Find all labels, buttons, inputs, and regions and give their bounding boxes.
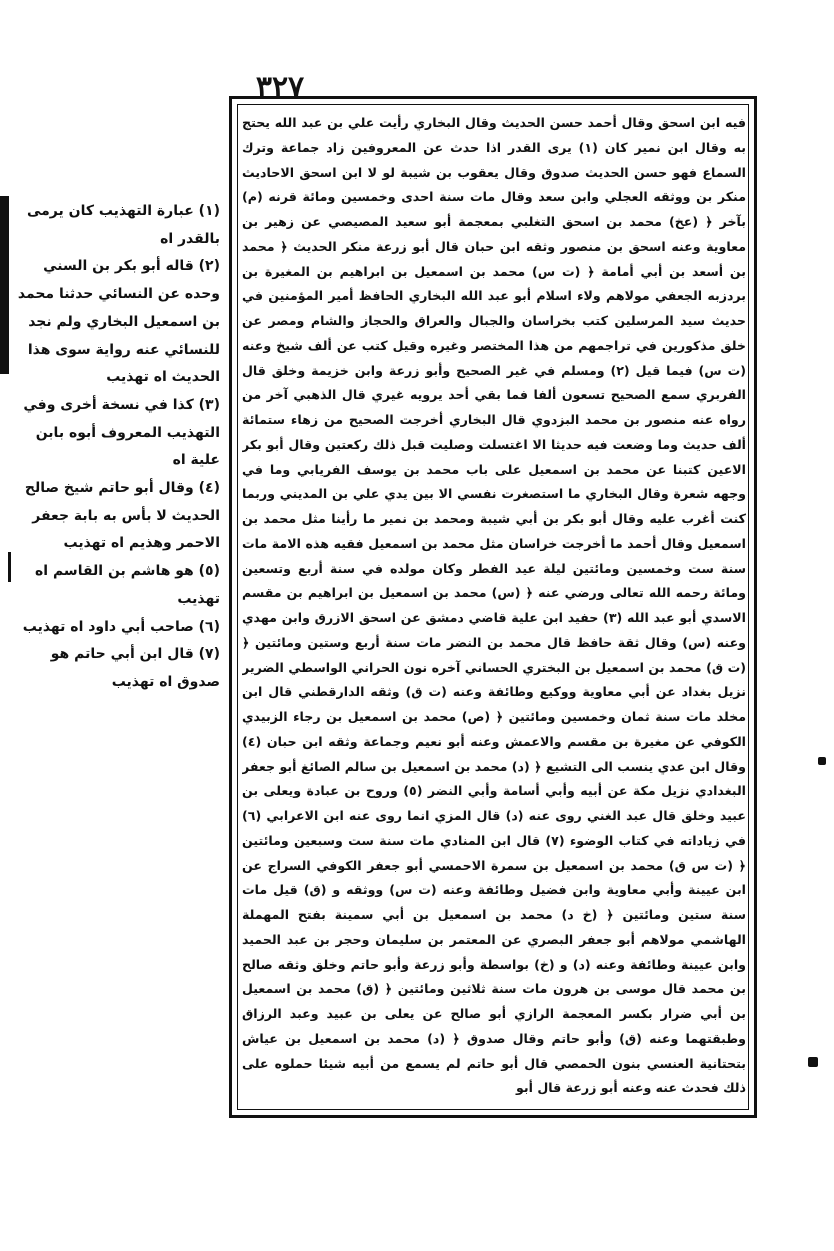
note-3: (٣) كذا في نسخة أخرى وفي التهذيب المعروف أبوه بابن علية اه (23, 396, 220, 469)
scan-edge-mark (0, 196, 9, 374)
margin-notes (5, 198, 220, 697)
note-2: (٢) قاله أبو بكر بن السني وحده عن النسائي حدثنا محمد بن اسمعيل البخاري ولم نجد للنسائي عنه رواية سوى هذا الحديث اه تهذيب (17, 258, 220, 386)
main-text: فيه ابن اسحق وقال أحمد حسن الحديث وقال البخاري رأيت علي بن عبد الله يحتج به وقال ابن نمير كان (١) يرى القدر اذا حدث عن المعروفين زاد جماعة وترك السماع فهو حسن الحديث صدوق وقال يعقوب بن شيبة لو لا ابن اسحق الاحاديث منكر بن ووثقه العجلي وابن سعد وقال مات سنة احدى وخمسين ومائة قرنه (م) بآخر ﴿ (عخ) محمد بن اسحق التغلبي بمعجمة أبو سعيد المصيصي عن زهير بن معاوية وعنه اسحق بن منصور وثقه ابن حبان قال أبو زرعة منكر الحديث ﴿ محمد بن أسعد بن أبي أمامة ﴿ (ت س) محمد بن اسمعيل بن ابراهيم بن المغيرة بن بردزبه الجعفي مولاهم ولاء اسلام أبو عبد الله البخاري الحافظ أمير المؤمنين في حديث سيد المرسلين كتب بخراسان والجبال والعراق والحجاز والشام ومصر عن خلق مذكورين في تراجمهم من هذا المختصر وغيره وقيل كتب عن ألف شيخ وعنه (ت س) فيما قيل (٢) ومسلم في غير الصحيح وأبو زرعة وابن خزيمة وخلق قال الفربري سمع الصحيح تسعون ألفا فما بقي أحد يرويه غيري قال الذهبي آخر من رواه عنه منصور بن محمد البزدوي قال البخاري أخرجت الصحيح من زهاء ستمائة ألف حديث وما وضعت فيه حديثا الا اغتسلت وصليت قبل ذلك ركعتين وقال أبو بكر الاعين كتبنا عن محمد بن اسمعيل على باب محمد بن يوسف الفريابي وما في وجهه شعرة وقال البخاري ما استصغرت نفسي الا بين يدي علي بن المديني وربما كنت أغرب عليه وقال أبو بكر بن أبي شيبة ومحمد بن نمير ما رأينا مثل محمد بن اسمعيل وقال أحمد ما أخرجت خراسان مثل محمد بن اسمعيل فقيه هذه الامة مات سنة ست وخمسين ومائتين ليلة عيد الفطر وكان مولده في سنة أربع وتسعين ومائة رحمه الله تعالى ورضي عنه ﴿ (س) محمد بن اسمعيل بن ابراهيم بن مقسم الاسدي أبو عبد الله (٣) حفيد ابن علية قاضي دمشق عن اسحق الازرق وابن مهدي وعنه (س) وقال ثقة حافظ قال محمد بن النضر مات سنة أربع وستين ومائتين ﴿ (ت ق) محمد بن اسمعيل بن البختري الحساني آخره نون الحراني الواسطي الضرير نزيل بغداد عن أبي معاوية ووكيع وطائفة وعنه (ت ق) وثقه الدارقطني قال ابن مخلد مات سنة ثمان وخمسين ومائتين ﴿ (ص) محمد بن اسمعيل بن رجاء الزبيدي الكوفي عن مغيرة بن مقسم والاعمش وعنه أبو نعيم وجماعة وثقه ابن حبان (٤) وقال ابن عدي ينسب الى التشيع ﴿ (د) محمد بن اسمعيل بن سالم الصائغ أبو جعفر البغدادي نزيل مكة عن أبيه وأبي أسامة وأبي النضر (٥) وروح بن عبادة ويعلى بن عبيد وخلق قال عبد الغني روى عنه (د) قال المزي انما روى عنه ابن الاعرابي (٦) في زياداته في كتاب الوضوء (٧) قال ابن المنادي مات سنة ست وسبعين ومائتين ﴿ (ت س ق) محمد بن اسمعيل بن سمرة الاحمسي أبو جعفر الكوفي السراج عن ابن عيينة وأبي معاوية وابن فضيل وطائفة وعنه (ت س) ووثقه و (ق) قيل مات سنة ستين ومائتين ﴿ (خ د) محمد بن اسمعيل بن أبي سمينة بفتح المهملة الهاشمي مولاهم أبو جعفر البصري عن المعتمر بن سليمان وحجر بن عبد الحميد وابن عيينة وطائفة وعنه (د) و (خ) بواسطة وأبو زرعة وأبو حاتم وخلق وثقه صالح بن محمد قال موسى بن هرون مات سنة ثلاثين ومائتين ﴿ (ق) محمد بن اسمعيل بن أبي ضرار بكسر المعجمة الرازي أبو صالح عن يعلى بن عبيد وعبد الرزاق وطبقتهما وعنه (ق) وأبو حاتم وقال صدوق ﴿ (د) محمد بن اسمعيل بن عياش بتحتانية العنسي بنون الحمصي قال أبو حاتم لم يسمع من أبيه شيئا حملوه على ذلك فحدث عنه وعنه أبو زرعة قال أبو (242, 115, 746, 1096)
note-4: (٤) وقال أبو حاتم شيخ صالح الحديث لا بأس به بابة جعفر الاحمر وهذيم اه تهذيب (24, 480, 220, 552)
page-number: ٣٢٧ (255, 70, 305, 105)
scan-edge-mark (8, 552, 11, 582)
scan-edge-mark (818, 757, 826, 765)
note-1: (١) عبارة التهذيب كان يرمى بالقدر اه (26, 203, 220, 247)
text-frame (229, 96, 757, 1118)
main-text-block (242, 111, 746, 1107)
note-7: (٧) قال ابن أبي حاتم هو صدوق اه تهذيب (50, 646, 220, 690)
note-5: (٥) هو هاشم بن القاسم اه تهذيب (35, 563, 220, 607)
scan-edge-mark (808, 1057, 818, 1067)
note-6: (٦) صاحب أبي داود اه تهذيب (22, 618, 220, 635)
